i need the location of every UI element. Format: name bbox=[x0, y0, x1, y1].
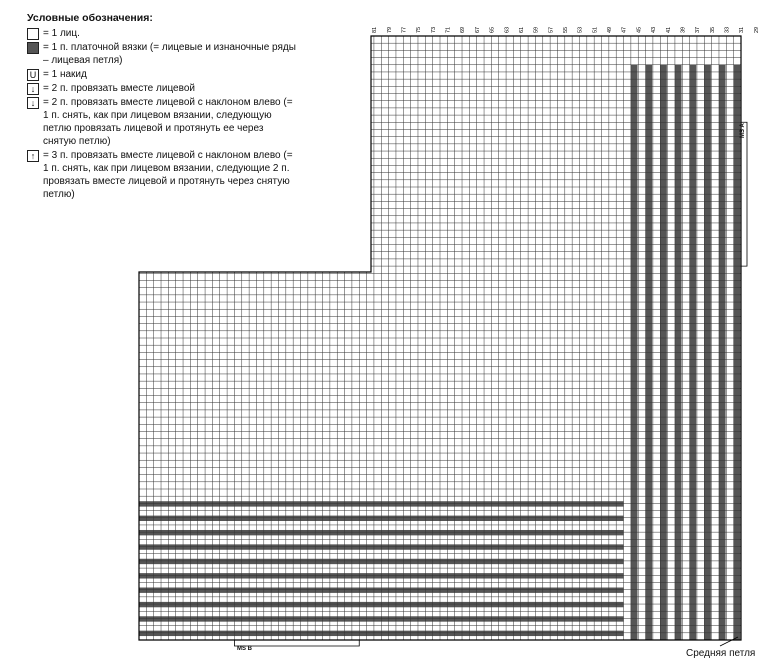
column-number: 75 bbox=[416, 26, 423, 33]
column-number: 79 bbox=[386, 26, 393, 33]
column-number: 67 bbox=[474, 26, 481, 33]
legend-title: Условные обозначения: bbox=[27, 12, 153, 24]
sk2p-symbol: ↑ bbox=[27, 150, 39, 162]
column-number: 31 bbox=[739, 26, 746, 33]
column-number: 77 bbox=[401, 26, 408, 33]
column-number: 69 bbox=[460, 26, 467, 33]
column-number: 29 bbox=[753, 26, 760, 33]
column-number: 81 bbox=[372, 26, 379, 33]
column-number: 33 bbox=[724, 26, 731, 33]
column-number: 63 bbox=[504, 26, 511, 33]
column-number: 51 bbox=[592, 26, 599, 33]
ms-b-bracket bbox=[234, 640, 359, 646]
legend-text: = 1 лиц. bbox=[43, 28, 80, 39]
column-number: 55 bbox=[563, 26, 570, 33]
ms-b-label: MS B bbox=[237, 646, 252, 652]
ms-a-label: MS A bbox=[740, 123, 746, 138]
column-number: 71 bbox=[445, 26, 452, 33]
column-number: 49 bbox=[607, 26, 614, 33]
column-number: 41 bbox=[665, 26, 672, 33]
ssk-symbol: ↓ bbox=[27, 97, 39, 109]
k2tog-symbol: ↓ bbox=[27, 83, 39, 95]
chart-grid bbox=[139, 36, 741, 640]
column-number: 59 bbox=[533, 26, 540, 33]
legend-text: = 1 п. платочной вязки (= лицевые и изнаночные ряды – лицевая петля) bbox=[43, 42, 296, 66]
column-number: 57 bbox=[548, 26, 555, 33]
column-number: 61 bbox=[518, 26, 525, 33]
middle-stitch-label: Средняя петля bbox=[686, 648, 756, 659]
legend-text: = 2 п. провязать вместе лицевой bbox=[43, 83, 195, 94]
ms-a-bracket bbox=[741, 122, 747, 266]
column-number: 65 bbox=[489, 26, 496, 33]
column-number: 35 bbox=[709, 26, 716, 33]
legend-text: = 1 накид bbox=[43, 69, 87, 80]
column-number: 73 bbox=[430, 26, 437, 33]
column-number: 39 bbox=[680, 26, 687, 33]
legend-text: = 3 п. провязать вместе лицевой с наклоном влево (= 1 п. снять, как при лицевом вязании, следующие 2 п. провязать вместе лицевой и протянуть через снятую петлю) bbox=[43, 150, 293, 200]
column-number: 43 bbox=[651, 26, 658, 33]
column-number: 53 bbox=[577, 26, 584, 33]
column-number: 45 bbox=[636, 26, 643, 33]
column-number: 47 bbox=[621, 26, 628, 33]
legend-text: = 2 п. провязать вместе лицевой с наклоном влево (= 1 п. снять, как при лицевом вязании, следующую петлю провязать лицевой и протянуть ее через снятую петлю) bbox=[43, 97, 293, 147]
yarn-over-symbol: U bbox=[27, 69, 39, 81]
column-number: 37 bbox=[695, 26, 702, 33]
